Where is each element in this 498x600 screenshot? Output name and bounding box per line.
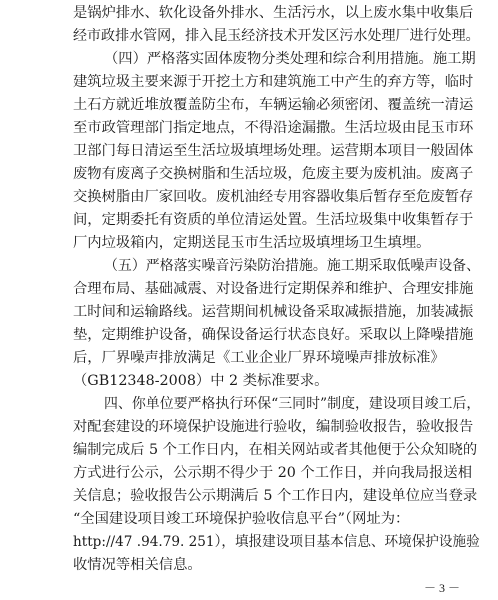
text-line-6: 至市政管理部门指定地点，不得沿途漏撒。生活垃圾由昆玉市环 [73,120,474,136]
text-line-23: “全国建设项目竣工环境保护验收信息平台”（网址为： [73,511,410,527]
text-line-7: 卫部门每日清运至生活垃圾填埋场处理。运营期本项目一般固体 [73,143,474,159]
text-line-3: （四）严格落实固体废物分类处理和综合利用措施。施工期 [104,51,476,67]
text-line-13: 合理布局、基础减震、对设备进行定期保养和维护、合理安排施 [73,281,474,297]
text-line-12: （五）严格落实噪音污染防治措施。施工期采取低噪声设备、 [104,258,481,274]
text-line-14: 工时间和运输路线。运营期间机械设备采取减振措施，加装减振 [73,304,474,320]
text-line-9: 交换树脂由厂家回收。废机油经专用容器收集后暂存至危废暂存 [73,189,474,205]
text-line-5: 土石方就近堆放覆盖防尘布，车辆运输必须密闭、覆盖统一清运 [73,97,474,113]
text-line-21: 方式进行公示，公示期不得少于 20 个工作日，并向我局报送相 [73,465,472,481]
text-line-11: 厂内垃圾箱内，定期送昆玉市生活垃圾填埋场卫生填埋。 [73,235,431,251]
text-line-24: http://47 .94.79. 251），填报建设项目基本信息、环境保护设施验 [73,534,480,550]
text-line-1: 是锅炉排水、软化设备外排水、生活污水，以上废水集中收集后 [73,5,474,21]
text-line-4: 建筑垃圾主要来源于开挖土方和建筑施工中产生的弃方等，临时 [73,74,474,90]
text-line-2: 经市政排水管网，排入昆玉经济技术开发区污水处理厂进行处理。 [73,28,480,44]
text-line-22: 关信息；验收报告公示期满后 5 个工作日内，建设单位应当登录 [73,488,478,504]
text-line-17: （GB12348-2008）中 2 类标准要求。 [73,373,329,389]
text-line-18: 四、你单位要严格执行环保“三同时”制度，建设项目竣工后， [104,396,481,412]
text-line-20: 编制完成后 5 个工作日内，在相关网站或者其他便于公众知晓的 [73,442,478,458]
text-line-8: 废物有废离子交换树脂和生活垃圾，危废主要为废机油。废离子 [73,166,474,182]
text-line-19: 对配套建设的环境保护设施进行验收，编制验收报告，验收报告 [73,419,474,435]
text-line-10: 间，定期委托有资质的单位清运处置。生活垃圾集中收集暂存于 [73,212,474,228]
text-line-25: 收情况等相关信息。 [73,557,202,573]
text-line-15: 垫，定期维护设备，确保设备运行状态良好。采取以上降噪措施 [73,327,474,343]
text-line-16: 后，厂界噪声排放满足《工业企业厂界环境噪声排放标准》 [73,350,445,366]
page-number: － 3 － [423,581,460,595]
